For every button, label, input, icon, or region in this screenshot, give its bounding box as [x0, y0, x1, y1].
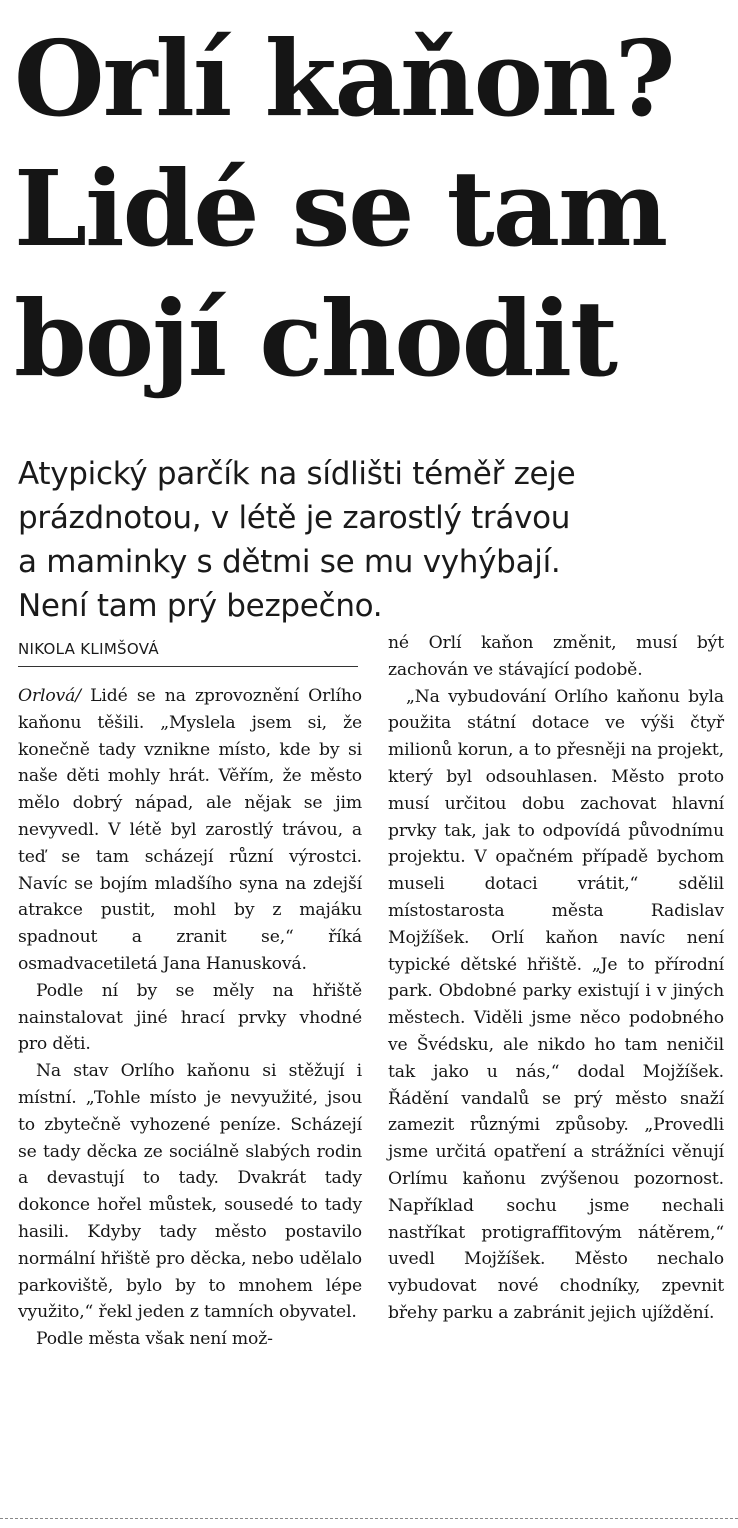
- right-paragraph-2: „Na vybudování Orlího kaňonu byla použita státní dotace ve výši čtyř milionů korun, a to přesněji na projekt, který byl odsouhlasen. Město proto musí určitou dobu zachovat hlavní prvky tak, jak to odpovídá původnímu projektu. V opačném případě bychom museli dotaci vrátit,“ sdělil místostarosta města Radislav Mojžíšek. Orlí kaňon navíc není typické dětské hřiště. „Je to přírodní park. Obdobné parky existují i v jiných městech. Viděli jsme něco podobného ve Švédsku, ale nikdo ho tam neničil tak jako u nás,“ dodal Mojžíšek. Řádění vandalů se prý město snaží zamezit různými způsoby. „Provedli jsme určitá opatření a strážníci věnují Orlímu kaňonu zvýšenou pozornost. Například sochu jsme nechali nastříkat protigraffitovým nátěrem,“ uvedl Mojžíšek. Město nechalo vybudovat nové chodníky, zpevnit břehy parku a zabránit jejich ujíždění.: [388, 686, 724, 1323]
- left-paragraph-3: Na stav Orlího kaňonu si stěžují i místní. „Tohle místo je nevyužité, jsou to zbytečně vyhozené peníze. Scházejí se tady děcka ze sociálně slabých rodin a devastují to tady. Dvakrát tady dokonce hořel můstek, sousedé to tady hasili. Kdyby tady město postavilo normální hřiště pro děcka, nebo udělalo parkoviště, bylo by to mnohem lépe využito,“ řekl jeden z tamních obyvatel.: [18, 1061, 362, 1323]
- lead-line-3: a maminky s dětmi se mu vyhýbají.: [18, 544, 561, 580]
- article-headline: [14, 14, 730, 404]
- left-paragraph-1-text: Lidé se na zprovoznění Orlího kaňonu těšili. „Myslela jsem si, že konečně tady vznikne místo, kde by si naše děti mohly hrát. Věřím, že město mělo dobrý nápad, ale nějak se jim nevyvedl. V létě byl zarostlý trávou, a teď se tam scházejí různí výrostci. Navíc se bojím mladšího syna na zdejší atrakce pustit, mohl by z majáku spadnout a zranit se,“ říká osmadvacetiletá Jana Hanusková.: [18, 686, 362, 974]
- left-paragraph-4: Podle města však není mož-: [36, 1329, 273, 1350]
- right-column: [388, 630, 724, 1327]
- headline-line-3: bojí chodit: [14, 277, 616, 400]
- lead-line-1: Atypický parčík na sídlišti téměř zeje: [18, 456, 576, 492]
- left-paragraph-1: [18, 683, 362, 978]
- lead-line-2: prázdnotou, v létě je zarostlý trávou: [18, 500, 571, 536]
- right-paragraph-1: né Orlí kaňon změnit, musí být zachován ve stávající podobě.: [388, 633, 724, 680]
- headline-line-1: Orlí kaňon?: [14, 17, 674, 140]
- article-lead: [18, 452, 728, 628]
- left-paragraph-2: Podle ní by se měly na hřiště nainstalovat jiné hrací prvky vhodné pro děti.: [18, 980, 362, 1055]
- author-byline: NIKOLA KLIMŠOVÁ: [18, 640, 358, 667]
- left-column: [18, 683, 362, 1353]
- headline-line-2: Lidé se tam: [14, 147, 667, 270]
- bottom-divider: [0, 1518, 738, 1519]
- lead-line-4: Není tam prý bezpečno.: [18, 588, 383, 624]
- dateline: Orlová/: [18, 686, 81, 706]
